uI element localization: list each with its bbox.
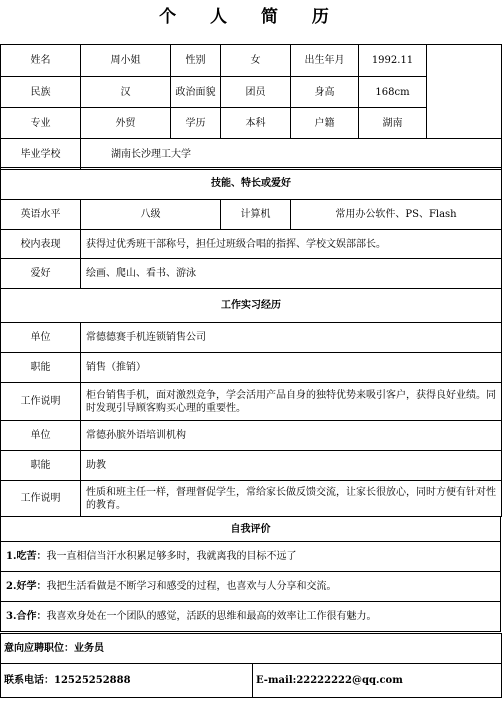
major-value: 外贸 (81, 108, 171, 139)
self-eval-item (1, 572, 501, 602)
skills-header: 技能、特长或爱好 (1, 168, 502, 200)
self-eval-item (1, 542, 501, 572)
ethnic-value: 汉 (81, 77, 171, 108)
education-value: 本科 (221, 108, 291, 139)
job1-desc-label: 工作说明 (1, 383, 81, 421)
intent-label: 意向应聘职位： (4, 643, 74, 654)
job2-role-value: 助教 (81, 451, 502, 481)
height-label: 身高 (291, 77, 359, 108)
self-eval-item-label: 1.吃苦： (6, 551, 47, 562)
computer-label: 计算机 (221, 200, 291, 230)
height-value: 168cm (359, 77, 427, 108)
page-title: 个 人 简 历 (159, 7, 343, 27)
job2-unit-value: 常德孙膑外语培训机构 (81, 421, 502, 451)
job1-desc-value: 柜台销售手机，面对激烈竞争，学会活用产品自身的独特优势来吸引客户，获得良好业绩。同时发现引导顾客购买心理的重要性。 (81, 383, 502, 421)
name-label: 姓名 (1, 45, 81, 77)
job2-role-label: 职能 (1, 451, 81, 481)
school-label: 毕业学校 (1, 139, 81, 170)
job1-unit-value: 常德德赛手机连锁销售公司 (81, 323, 502, 353)
school-performance-label: 校内表现 (1, 230, 81, 259)
email-label: E-mail: (256, 675, 297, 686)
major-label: 专业 (1, 108, 81, 139)
politics-label: 政治面貌 (171, 77, 221, 108)
name-value: 周小姐 (81, 45, 171, 77)
computer-value: 常用办公软件、PS、Flash (291, 200, 502, 230)
job2-unit-label: 单位 (1, 421, 81, 451)
gender-label: 性别 (171, 45, 221, 77)
self-eval-item-label: 3.合作： (6, 611, 47, 622)
self-eval-item-text: 我喜欢身处在一个团队的感觉，活跃的思维和最高的效率让工作很有魅力。 (46, 611, 377, 622)
self-eval-item-text: 我一直相信当汗水积累足够多时，我就离我的目标不远了 (46, 551, 297, 562)
gender-value: 女 (221, 45, 291, 77)
self-eval-section (0, 516, 501, 632)
ethnic-label: 民族 (1, 77, 81, 108)
education-label: 学历 (171, 108, 221, 139)
work-table (0, 288, 502, 517)
hukou-label: 户籍 (291, 108, 359, 139)
phone-label: 联系电话： (4, 675, 54, 686)
email-value: 22222222@qq.com (296, 675, 403, 686)
self-eval-item (1, 602, 501, 632)
english-label: 英语水平 (1, 200, 81, 230)
intent-contact-table (0, 633, 502, 698)
photo-area (427, 45, 502, 139)
job1-role-value: 销售（推销） (81, 353, 502, 383)
work-header: 工作实习经历 (1, 289, 502, 323)
birth-value: 1992.11 (359, 45, 427, 77)
skills-table (0, 167, 502, 289)
self-eval-header: 自我评价 (1, 517, 501, 542)
hukou-value: 湖南 (359, 108, 427, 139)
hobby-value: 绘画、爬山、看书、游泳 (81, 259, 502, 289)
intent-row (1, 634, 502, 664)
self-eval-item-text: 我把生活看做是不断学习和感受的过程，也喜欢与人分享和交流。 (46, 581, 337, 592)
intent-value: 业务员 (74, 643, 104, 654)
job1-unit-label: 单位 (1, 323, 81, 353)
phone-value: 12525252888 (54, 675, 131, 686)
politics-value: 团员 (221, 77, 291, 108)
job1-role-label: 职能 (1, 353, 81, 383)
school-performance-value: 获得过优秀班干部称号，担任过班级合唱的指挥、学校文娱部部长。 (81, 230, 502, 259)
email-cell (253, 664, 502, 698)
school-value: 湖南长沙理工大学 (81, 139, 502, 170)
job2-desc-label: 工作说明 (1, 481, 81, 517)
self-eval-table (0, 516, 501, 632)
english-value: 八级 (81, 200, 221, 230)
job2-desc-value: 性质和班主任一样，督理督促学生，常给家长做反馈交流，让家长很放心，同时方便有针对性的教育。 (81, 481, 502, 517)
intent-contact-section (0, 633, 501, 698)
self-eval-item-label: 2.好学： (6, 581, 47, 592)
phone-cell (1, 664, 253, 698)
birth-label: 出生年月 (291, 45, 359, 77)
basic-info-section (0, 44, 501, 170)
skills-section (0, 167, 501, 289)
work-section (0, 288, 501, 517)
hobby-label: 爱好 (1, 259, 81, 289)
basic-info-table (0, 44, 502, 170)
